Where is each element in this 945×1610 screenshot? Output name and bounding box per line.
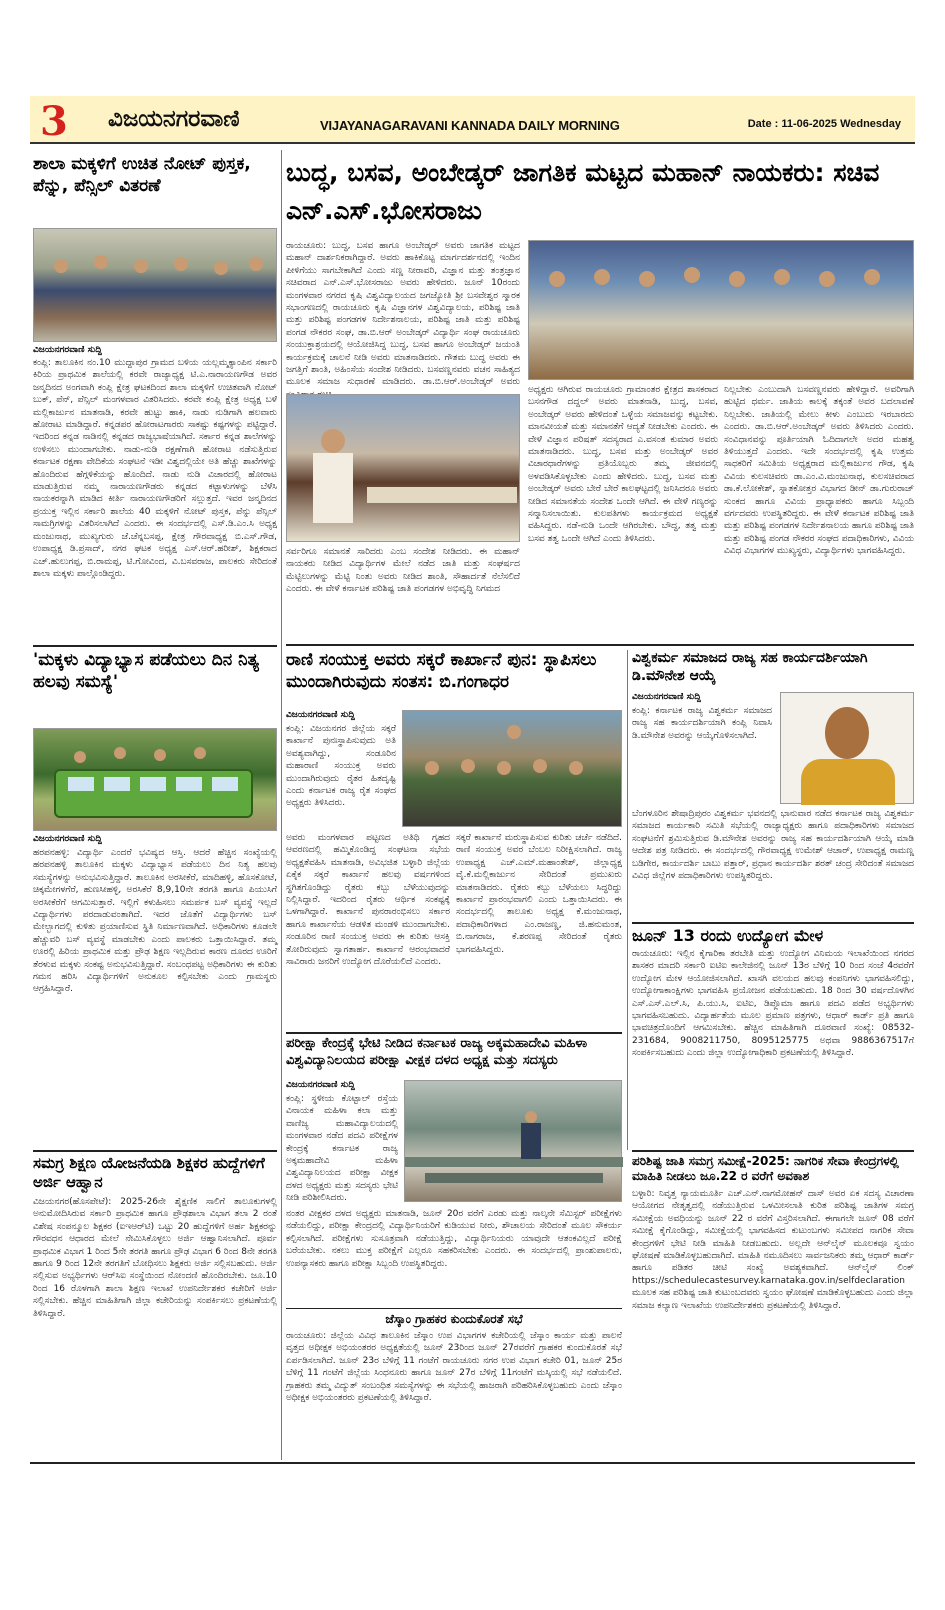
headline-buddha-basava: ಬುದ್ಧ, ಬಸವ, ಅಂಬೇಡ್ಕರ್ ಜಾಗತಿಕ ಮಟ್ಟದ ಮಹಾನ್ ನಾಯಕರು: ಸಚಿವ ಎನ್.ಎಸ್.ಭೋಸರಾಜು <box>286 158 880 225</box>
body-samagra-shikshana: ವಿಜಯನಗರ(ಹೊಸಪೇಟೆ): 2025-26ನೇ ಶೈಕ್ಷಣಿಕ ಸಾಲಿಗೆ ತಾಲೂಕುಗಳಲ್ಲಿ ಅನುಮೋದಿಸಿರುವ ಸರ್ಕಾರಿ ಪ್ರಾಥಮಿಕ ಹಾಗೂ ಪ್ರೌಢಶಾಲಾ ವಿಭಾಗ ತಲಾ 2 ರಂತೆ ವಿಶೇಷ ಸಂಪನ್ಮೂಲ ಶಿಕ್ಷಕರ (ಐಇಆರ್‌ಟಿ) ಒಟ್ಟು 20 ಹುದ್ದೆಗಳಿಗೆ ಅರ್ಹ ಶಿಕ್ಷಕರನ್ನು ಗೌರವಧನ ಆಧಾರದ ಮೇಲೆ ನೇಮಿಸಿಕೊಳ್ಳಲು ಅರ್ಜಿ ಆಹ್ವಾನಿಸಲಾಗಿದೆ. ಪೂರ್ವ ಪ್ರಾಥಮಿಕ ವಿಭಾಗ 1 ರಿಂದ 5ನೇ ತರಗತಿ ಹಾಗೂ ಪ್ರೌಢ ವಿಭಾಗ 6 ರಿಂದ 8ನೇ ತರಗತಿ ಹಾಗೂ 9 ರಿಂದ 12ನೇ ತರಗತಿಗೆ ಬೋಧಿಸಲು ಶಿಕ್ಷಕರು ಅರ್ಜಿ ಸಲ್ಲಿಸಬಹುದು. ಅರ್ಜಿ ಸಲ್ಲಿಸುವ ಅಭ್ಯರ್ಥಿಗಳು ಆರ್‌ಸಿಐ ಸಂಸ್ಥೆಯಿಂದ ನೋಂದಣಿ ಹೊಂದಿರಬೇಕು. ಜೂ.10 ರಿಂದ 16 ರೊಳಗಾಗಿ ಶಾಲಾ ಶಿಕ್ಷಣ ಇಲಾಖೆ ಉಪನಿರ್ದೇಶಕರ ಕಚೇರಿಗೆ ಅರ್ಜಿ ಸಲ್ಲಿಸಬೇಕು. ಹೆಚ್ಚಿನ ಮಾಹಿತಿಗಾಗಿ ಜಿಲ್ಲಾ ಕಚೇರಿಯನ್ನು ಸಂಪರ್ಕಿಸಲು ಪ್ರಕಟಣೆಯಲ್ಲಿ ತಿಳಿಸಿದ್ದಾರೆ. <box>33 1197 277 1319</box>
headline-samagra-shikshana: ಸಮಗ್ರ ಶಿಕ್ಷಣ ಯೋಜನೆಯಡಿ ಶಿಕ್ಷಕರ ಹುದ್ದೆಗಳಿಗೆ ಅರ್ಜಿ ಆಹ್ವಾನ <box>33 1154 265 1192</box>
divider <box>632 922 914 924</box>
body-akkamahadevi: ನಂತರ ವೀಕ್ಷಕರ ದಳದ ಅಧ್ಯಕ್ಷರು ಮಾತನಾಡಿ, ಜೂನ್ 20ರ ವರೆಗೆ ಎರಡು ಮತ್ತು ನಾಲ್ಕನೇ ಸೆಮಿಸ್ಟರ್ ಪರೀಕ್ಷೆಗಳು ನಡೆಯಲಿದ್ದು, ಪರೀಕ್ಷಾ ಕೇಂದ್ರದಲ್ಲಿ ವಿದ್ಯಾರ್ಥಿನಿಯರಿಗೆ ಕುಡಿಯುವ ನೀರು, ಶೌಚಾಲಯ ಸೇರಿದಂತೆ ಮೂಲ ಸೌಕರ್ಯ ಕಲ್ಪಿಸಲಾಗಿದೆ. ಪರೀಕ್ಷೆಗಳು ಸುಸೂತ್ರವಾಗಿ ನಡೆಯುತ್ತಿದ್ದು, ವಿದ್ಯಾರ್ಥಿನಿಯರು ಯಾವುದೇ ಆತಂಕವಿಲ್ಲದೆ ಪರೀಕ್ಷೆ ಬರೆಯಬೇಕು. ನಕಲು ಮುಕ್ತ ಪರೀಕ್ಷೆಗೆ ಎಲ್ಲರೂ ಸಹಕರಿಸಬೇಕು ಎಂದರು. ಈ ಸಂದರ್ಭದಲ್ಲಿ ಪ್ರಾಂಶುಪಾಲರು, ಉಪನ್ಯಾಸಕರು ಹಾಗೂ ಪರೀಕ್ಷಾ ಸಿಬ್ಬಂದಿ ಉಪಸ್ಥಿತರಿದ್ದರು. <box>286 1209 622 1269</box>
headline-caste-survey: ಪರಿಶಿಷ್ಟ ಜಾತಿ ಸಮಗ್ರ ಸಮೀಕ್ಷೆ-2025: ನಾಗರಿಕ ಸೇವಾ ಕೇಂದ್ರಗಳಲ್ಲಿ ಮಾಹಿತಿ ನೀಡಲು ಜೂ.22 ರ ವರೆಗೆ ಅವಕಾಶ <box>632 1154 899 1184</box>
paper-name-english: VIJAYANAGARAVANI KANNADA DAILY MORNING <box>320 118 620 133</box>
body-sugar-factory-col2: ಸಕ್ಕರೆ ಕಾರ್ಖಾನೆ ಮರುಸ್ಥಾಪಿಸುವ ಕುರಿತು ಚರ್ಚೆ ನಡೆದಿದೆ. ರಾಣಿ ಸಂಯುಕ್ತ ಅವರ ಬೆಂಬಲ ನಿರೀಕ್ಷಿಸಲಾಗಿದೆ. ರಾಜ್ಯ ಉಪಾಧ್ಯಕ್ಷ ಎಚ್.ಎಮ್.ಮಹಾಂತೇಶ್, ಜಿಲ್ಲಾಧ್ಯಕ್ಷ ವೈ.ಕೆ.ಮಲ್ಲಿಕಾರ್ಜುನ ಸೇರಿದಂತೆ ಪ್ರಮುಖರು ಮಾತನಾಡಿದರು. ರೈತರು ಕಬ್ಬು ಬೆಳೆಯಲು ಸಿದ್ಧರಿದ್ದು ಕಾರ್ಖಾನೆ ಪ್ರಾರಂಭವಾಗಲಿ ಎಂದು ಒತ್ತಾಯಿಸಿದರು. ಈ ಸಂದರ್ಭದಲ್ಲಿ ತಾಲೂಕು ಅಧ್ಯಕ್ಷ ಕೆ.ಮಂಜುನಾಥ, ಪದಾಧಿಕಾರಿಗಳಾದ ಎಂ.ರಾಜಣ್ಣ, ಜಿ.ಹನುಮಂತ, ಬಿ.ನಾಗರಾಜ, ಕೆ.ಶರಣಪ್ಪ ಸೇರಿದಂತೆ ರೈತರು ಭಾಗವಹಿಸಿದ್ದರು. <box>456 833 622 955</box>
byline-children-education: ವಿಜಯನಗರವಾಣಿ ಸುದ್ದಿ <box>33 834 102 844</box>
photo-mounesh-portrait <box>780 692 914 804</box>
headline-job-fair: ಜೂನ್ 13 ರಂದು ಉದ್ಯೋಗ ಮೇಳ <box>632 926 824 945</box>
divider <box>33 1150 277 1152</box>
body-buddha-basava-col1: ರಾಯಚೂರು: ಬುದ್ಧ, ಬಸವ ಹಾಗೂ ಅಂಬೇಡ್ಕರ್ ಅವರು ಜಾಗತಿಕ ಮಟ್ಟದ ಮಹಾನ್ ದಾರ್ಶನಿಕರಾಗಿದ್ದಾರೆ. ಅವರು ಹಾಕಿಕೊಟ್ಟ ಮಾರ್ಗದರ್ಶನದಲ್ಲಿ ಇಂದಿನ ಪೀಳಿಗೆಯು ಸಾಗಬೇಕಾಗಿದೆ ಎಂದು ಸಣ್ಣ ನೀರಾವರಿ, ವಿಜ್ಞಾನ ಮತ್ತು ತಂತ್ರಜ್ಞಾನ ಸಚಿವರಾದ ಎನ್.ಎಸ್.ಭೋಸರಾಜು ಅವರು ಹೇಳಿದರು. ಜೂನ್ 10ರಂದು ಮಂಗಳವಾರ ನಗರದ ಕೃಷಿ ವಿಶ್ವವಿದ್ಯಾಲಯದ ಜಗಜ್ಯೋತಿ ಶ್ರೀ ಬಸವೇಶ್ವರ ಸ್ಮಾರಕ ಸಭಾಂಗಣದಲ್ಲಿ ರಾಯಚೂರು ಕೃಷಿ ವಿಜ್ಞಾನಗಳ ವಿಶ್ವವಿದ್ಯಾಲಯ, ಪರಿಶಿಷ್ಟ ಜಾತಿ ಮತ್ತು ಪರಿಶಿಷ್ಟ ಪಂಗಡಗಳ ನಿರ್ದೇಶನಾಲಯ, ಪರಿಶಿಷ್ಟ ಜಾತಿ ಮತ್ತು ಪರಿಶಿಷ್ಟ ಪಂಗಡ ನೌಕರರ ಸಂಘ, ಡಾ.ಬಿ.ಆರ್ ಅಂಬೇಡ್ಕರ್ ವಿದ್ಯಾರ್ಥಿ ಸಂಘ ರಾಯಚೂರು ಸಂಯುಕ್ತಾಶ್ರಯದಲ್ಲಿ ಆಯೋಜಿಸಿದ್ದ ಬುದ್ಧ, ಬಸವ ಹಾಗೂ ಅಂಬೇಡ್ಕರ್ ಜಯಂತಿ ಕಾರ್ಯಕ್ರಮಕ್ಕೆ ಚಾಲನೆ ನೀಡಿ ಅವರು ಮಾತನಾಡಿದರು. ಗೌತಮ ಬುದ್ಧ ಅವರು ಈ ಜಗತ್ತಿಗೆ ಶಾಂತಿ, ಅಹಿಂಸೆಯ ಸಂದೇಶ ನೀಡಿದರು. ಬಸವಣ್ಣನವರು ವಚನ ಸಾಹಿತ್ಯದ ಮೂಲಕ ಸಮಾಜ ಸುಧಾರಣೆ ಮಾಡಿದರು. ಡಾ.ಬಿ.ಆರ್.ಅಂಬೇಡ್ಕರ್ ಅವರು <box>286 241 520 388</box>
photo-exam-hall <box>404 1080 622 1202</box>
byline-sugar-factory: ವಿಜಯನಗರವಾಣಿ ಸುದ್ದಿ <box>286 710 355 720</box>
body-children-education: ಹರಪನಹಳ್ಳಿ: ವಿದ್ಯಾರ್ಥಿ ಎಂದರೆ ಭವಿಷ್ಯದ ಆಸ್ತಿ. ಆದರೆ ಹೆಚ್ಚಿನ ಸಂಖ್ಯೆಯಲ್ಲಿ ಹರಪನಹಳ್ಳಿ ತಾಲೂಕಿನ ಮಕ್ಕಳು ವಿದ್ಯಾಭ್ಯಾಸ ಪಡೆಯಲು ದಿನ ನಿತ್ಯ ಹಲವು ಸಮಸ್ಯೆಗಳನ್ನು ಅನುಭವಿಸುತ್ತಿದ್ದಾರೆ. ತಾಲೂಕಿನ ಅರಸೀಕೆರೆ, ಮಾದಿಹಳ್ಳಿ, ಹೊಸಕೋಟೆ, ಚಿಕ್ಕಮೇಗಳಗೆರೆ, ಹುಣಸೀಹಳ್ಳಿ, ಅರಸಿಕೆರೆ 8,9,10ನೇ ತರಗತಿ ಹಾಗೂ ಪಿಯುಸಿಗೆ ಅರಸೀಕೆರೆಗೆ ಆಗಮಿಸುತ್ತಾರೆ. ಇಲ್ಲಿಗೆ ಕಳುಹಿಸಲು ಸಮರ್ಪಕ ಬಸ್ ವ್ಯವಸ್ಥೆ ಇಲ್ಲದೆ ವಿದ್ಯಾರ್ಥಿಗಳು ಪರದಾಡುವಂತಾಗಿದೆ. ಇದರ ಜೊತೆಗೆ ವಿದ್ಯಾರ್ಥಿಗಳು ಬಸ್ ಮೇಲ್ಭಾಗದಲ್ಲಿ ಕುಳಿತು ಪ್ರಯಾಣಿಸುವ ಸ್ಥಿತಿ ನಿರ್ಮಾಣವಾಗಿದೆ. ಅಧಿಕಾರಿಗಳು ಕೂಡಲೇ ಹೆಚ್ಚುವರಿ ಬಸ್ ವ್ಯವಸ್ಥೆ ಮಾಡಬೇಕು ಎಂದು ಪಾಲಕರು ಒತ್ತಾಯಿಸಿದ್ದಾರೆ. ತಮ್ಮ ಊರಲ್ಲಿ ಹಿರಿಯ ಪ್ರಾಥಮಿಕ ಮತ್ತು ಪ್ರೌಢ ಶಿಕ್ಷಣ ಇಲ್ಲದಿರುವ ಕಾರಣ ದೂರದ ಊರಿಗೆ ತೆರಳುವ ಮಕ್ಕಳು ಸಂಕಷ್ಟ ಅನುಭವಿಸುತ್ತಿದ್ದಾರೆ. ಸಂಬಂಧಪಟ್ಟ ಅಧಿಕಾರಿಗಳು ಈ ಕುರಿತು ಗಮನ ಹರಿಸಿ ವಿದ್ಯಾರ್ಥಿಗಳಿಗೆ ಅನುಕೂಲ ಕಲ್ಪಿಸಬೇಕು ಎಂದು ಗ್ರಾಮಸ್ಥರು ಆಗ್ರಹಿಸಿದ್ದಾರೆ. <box>33 848 277 995</box>
body-job-fair: ರಾಯಚೂರು: ಇಲ್ಲಿನ ಕೈಗಾರಿಕಾ ತರಬೇತಿ ಮತ್ತು ಉದ್ಯೋಗ ವಿನಿಮಯ ಇಲಾಖೆಯಿಂದ ನಗರದ ಶಾಸಕರ ಮಾದರಿ ಸರ್ಕಾರಿ ಐಟಿಐ ಕಾಲೇಜಿನಲ್ಲಿ ಜೂನ್ 13ರ ಬೆಳಿಗ್ಗೆ 10 ರಿಂದ ಸಂಜೆ 4ರವರೆಗೆ ಉದ್ಯೋಗ ಮೇಳ ಆಯೋಜಿಸಲಾಗಿದೆ. ಖಾಸಗಿ ವಲಯದ ಹಲವು ಕಂಪನಿಗಳು ಭಾಗವಹಿಸಲಿದ್ದು, ಉದ್ಯೋಗಾಕಾಂಕ್ಷಿಗಳು ಭಾಗವಹಿಸಿ ಪ್ರಯೋಜನ ಪಡೆಯಬಹುದು. 18 ರಿಂದ 30 ವರ್ಷದೊಳಗಿನ ಎಸ್.ಎಸ್.ಎಲ್.ಸಿ, ಪಿ.ಯು.ಸಿ, ಐಟಿಐ, ಡಿಪ್ಲೊಮಾ ಹಾಗೂ ಪದವಿ ಪಡೆದ ಅಭ್ಯರ್ಥಿಗಳು ಭಾಗವಹಿಸಬಹುದು. ವಿದ್ಯಾರ್ಹತೆಯ ಮೂಲ ಪ್ರಮಾಣ ಪತ್ರಗಳು, ಆಧಾರ್ ಕಾರ್ಡ್ ಪ್ರತಿ ಹಾಗೂ ಭಾವಚಿತ್ರದೊಂದಿಗೆ ಆಗಮಿಸಬೇಕು. ಹೆಚ್ಚಿನ ಮಾಹಿತಿಗಾಗಿ ದೂರವಾಣಿ ಸಂಖ್ಯೆ: 08532-231684, 9008211750, 8095125775 ಅಥವಾ 9886367517ಗೆ ಸಂಪರ್ಕಿಸಬಹುದು ಎಂದು ಜಿಲ್ಲಾ ಉದ್ಯೋಗಾಧಿಕಾರಿ ಪ್ರಕಟಣೆಯಲ್ಲಿ ತಿಳಿಸಿದ್ದಾರೆ. <box>632 949 914 1059</box>
body-akkamahadevi-intro: ಕಂಪ್ಲಿ: ಸ್ಥಳೀಯ ಕೊಟ್ಟಾಲ್ ರಸ್ತೆಯ ವಿನಾಯಕ ಮಹಿಳಾ ಕಲಾ ಮತ್ತು ವಾಣಿಜ್ಯ ಮಹಾವಿದ್ಯಾಲಯದಲ್ಲಿ ಮಂಗಳವಾರ ನಡೆದ ಪದವಿ ಪರೀಕ್ಷೆಗಳ ಕೇಂದ್ರಕ್ಕೆ ಕರ್ನಾಟಕ ರಾಜ್ಯ ಅಕ್ಕಮಹಾದೇವಿ ಮಹಿಳಾ ವಿಶ್ವವಿದ್ಯಾನಿಲಯದ ಪರೀಕ್ಷಾ ವೀಕ್ಷಕ ದಳದ ಅಧ್ಯಕ್ಷರು ಮತ್ತು ಸದಸ್ಯರು ಭೇಟಿ ನೀಡಿ ಪರಿಶೀಲಿಸಿದರು. <box>286 1094 398 1204</box>
column-rule-left <box>281 150 282 1460</box>
divider <box>33 645 277 647</box>
byline-school-notebooks: ವಿಜಯನಗರವಾಣಿ ಸುದ್ದಿ <box>33 345 102 355</box>
body-vishwakarma: ಬೆಂಗಳೂರಿನ ಶೇಷಾದ್ರಿಪುರಂ ವಿಶ್ವಕರ್ಮ ಭವನದಲ್ಲಿ ಭಾನುವಾರ ನಡೆದ ಕರ್ನಾಟಕ ರಾಜ್ಯ ವಿಶ್ವಕರ್ಮ ಸಮಾಜದ ಕಾರ್ಯಕಾರಿ ಸಮಿತಿ ಸಭೆಯಲ್ಲಿ ರಾಜ್ಯಾಧ್ಯಕ್ಷರು ಹಾಗೂ ಪದಾಧಿಕಾರಿಗಳು ಸಮಾಜದ ಸಂಘಟನೆಗೆ ಶ್ರಮಿಸುತ್ತಿರುವ ಡಿ.ಮೌನೇಶ ಅವರನ್ನು ರಾಜ್ಯ ಸಹ ಕಾರ್ಯದರ್ಶಿಯಾಗಿ ಆಯ್ಕೆ ಮಾಡಿ ಆದೇಶ ಪತ್ರ ನೀಡಿದರು. ಈ ಸಂದರ್ಭದಲ್ಲಿ ಗೌರವಾಧ್ಯಕ್ಷ ಉಮೇಶ್ ಆಚಾರ್, ಉಪಾಧ್ಯಕ್ಷ ರಾಮಣ್ಣ ಬಡಿಗೇರ, ಕಾರ್ಯದರ್ಶಿ ಬಾಬು ಪತ್ತಾರ್, ಪ್ರಧಾನ ಕಾರ್ಯದರ್ಶಿ ಶರತ್ ಚಂದ್ರ ಸೇರಿದಂತೆ ಸಮಾಜದ ವಿವಿಧ ಜಿಲ್ಲೆಗಳ ಪದಾಧಿಕಾರಿಗಳು ಉಪಸ್ಥಿತರಿದ್ದರು. <box>632 809 914 882</box>
body-buddha-basava-col2: ಸರ್ವರಿಗೂ ಸಮಾನತೆ ಸಾರಿದರು ಎಂಬ ಸಂದೇಶ ನೀಡಿದರು. ಈ ಮಹಾನ್ ನಾಯಕರು ನೀಡಿದ ವಿದ್ಯಾರ್ಥಿಗಳ ಮೇಲೆ ನಡೆದ ಜಾತಿ ಮತ್ತು ಸಂಘರ್ಷದ ಮೆಟ್ಟಿಲುಗಳನ್ನು ಮೆಟ್ಟಿ ನಿಂತು ಅವರು ನೀಡಿದ ಶಾಂತಿ, ಸೌಹಾರ್ದತೆ ನೆಲೆಸಲಿದೆ ಎಂದರು. ಈ ವೇಳೆ ಕರ್ನಾಟಕ ಪರಿಶಿಷ್ಟ ಜಾತಿ ಪಂಗಡಗಳ ಅಭಿವೃದ್ಧಿ ನಿಗಮದ <box>286 547 520 595</box>
footer-rule <box>30 1462 915 1464</box>
body-caste-survey: ಬಳ್ಳಾರಿ: ನಿವೃತ್ತ ನ್ಯಾಯಮೂರ್ತಿ ಎಚ್.ಎನ್.ನಾಗಮೋಹನ್ ದಾಸ್ ಅವರ ಏಕ ಸದಸ್ಯ ವಿಚಾರಣಾ ಆಯೋಗದ ನೇತೃತ್ವದಲ್ಲಿ ನಡೆಯುತ್ತಿರುವ ಒಳಮೀಸಲಾತಿ ಕುರಿತ ಪರಿಶಿಷ್ಟ ಜಾತಿಗಳ ಸಮಗ್ರ ಸಮೀಕ್ಷೆಯ ಅವಧಿಯನ್ನು ಜೂನ್ 22 ರ ವರೆಗೆ ವಿಸ್ತರಿಸಲಾಗಿದೆ. ಈಗಾಗಲೇ ಜೂನ್ 08 ವರೆಗೆ ಸಮೀಕ್ಷೆ ಕೈಗೊಂಡಿದ್ದು, ಸಮೀಕ್ಷೆಯಲ್ಲಿ ಭಾಗವಹಿಸದ ಕುಟುಂಬಗಳು ಸಮೀಪದ ನಾಗರಿಕ ಸೇವಾ ಕೇಂದ್ರಗಳಿಗೆ ಭೇಟಿ ನೀಡಿ ಮಾಹಿತಿ ನೀಡಬಹುದು. ಅಲ್ಲದೇ ಆನ್‌ಲೈನ್ ಮೂಲಕವೂ ಸ್ವಯಂ ಘೋಷಣೆ ಮಾಡಿಕೊಳ್ಳಬಹುದಾಗಿದೆ. ಮಾಹಿತಿ ನಮೂದಿಸಲು ಸಾರ್ವಜನಿಕರು ತಮ್ಮ ಆಧಾರ್ ಕಾರ್ಡ್ ಹಾಗೂ ಪಡಿತರ ಚೀಟಿ ಸಂಖ್ಯೆ ಅವಶ್ಯಕವಾಗಿದೆ. ಆನ್‌ಲೈನ್ ಲಿಂಕ್ https://schedulecastesurvey.karnataka.gov.in/selfdeclaration ಮೂಲಕ ಸಹ ಪರಿಶಿಷ್ಟ ಜಾತಿ ಕುಟುಂಬದವರು ಸ್ವಯಂ ಘೋಷಣೆ ಮಾಡಿಕೊಳ್ಳಬಹುದು ಎಂದು ಜಿಲ್ಲಾ ಸಮಾಜ ಕಲ್ಯಾಣ ಇಲಾಖೆಯ ಉಪನಿರ್ದೇಶಕರು ಪ್ರಕಟಣೆಯಲ್ಲಿ ತಿಳಿಸಿದ್ದಾರೆ. <box>632 1189 914 1311</box>
headline-children-education: 'ಮಕ್ಕಳು ವಿದ್ಯಾಭ್ಯಾಸ ಪಡೆಯಲು ದಿನ ನಿತ್ಯ ಹಲವು ಸಮಸ್ಯೆ' <box>33 650 259 692</box>
byline-vishwakarma: ವಿಜಯನಗರವಾಣಿ ಸುದ್ದಿ <box>632 692 701 702</box>
paper-name-kannada: ವಿಜಯನಗರವಾಣಿ <box>108 106 240 132</box>
byline-akkamahadevi: ವಿಜಯನಗರವಾಣಿ ಸುದ್ದಿ <box>286 1080 355 1090</box>
photo-dignitaries-stage <box>528 240 914 380</box>
body-sugar-factory-intro: ಕಂಪ್ಲಿ: ವಿಜಯನಗರ ಜಿಲ್ಲೆಯ ಸಕ್ಕರೆ ಕಾರ್ಖಾನೆ ಪುನಃಸ್ಥಾಪಿಸುವುದು ಅತಿ ಅವಶ್ಯವಾಗಿದ್ದು, ಸಂಡೂರಿನ ಮಹಾರಾಣಿ ಸಂಯುಕ್ತ ಅವರು ಮುಂದಾಗಿರುವುದು ರೈತರ ಹಿತದೃಷ್ಟಿ ಎಂದು ಕರ್ನಾಟಕ ರಾಜ್ಯ ರೈತ ಸಂಘದ ಅಧ್ಯಕ್ಷರು ತಿಳಿಸಿದರು. <box>286 724 396 809</box>
headline-vishwakarma: ವಿಶ್ವಕರ್ಮ ಸಮಾಜದ ರಾಜ್ಯ ಸಹ ಕಾರ್ಯದರ್ಶಿಯಾಗಿ ಡಿ.ಮೌನೇಶ ಆಯ್ಕೆ <box>632 650 868 684</box>
photo-school-children <box>33 228 277 342</box>
photo-farmers-meeting <box>402 710 622 827</box>
body-buddha-basava-col3: ಅಧ್ಯಕ್ಷರು ಆಗಿರುವ ರಾಯಚೂರು ಗ್ರಾಮಾಂತರ ಕ್ಷೇತ್ರದ ಶಾಸಕರಾದ ಬಸನಗೌಡ ದದ್ದಲ್ ಅವರು ಮಾತನಾಡಿ, ಬುದ್ಧ, ಬಸವ, ಅಂಬೇಡ್ಕರ್ ಅವರು ಹೇಳಿದಂತೆ ಒಳ್ಳೆಯ ಸಮಾಜವನ್ನು ಕಟ್ಟಬೇಕು. ಮಾನವೀಯತೆ ಮತ್ತು ಸಮಾನತೆಗೆ ಆದ್ಯತೆ ನೀಡಬೇಕು ಎಂದರು. ಈ ವೇಳೆ ವಿಜ್ಞಾನ ಪರಿಷತ್ ಸದಸ್ಯರಾದ ಎ.ವಸಂತ ಕುಮಾರ ಅವರು ಮಾತನಾಡಿದರು. ಬುದ್ಧ, ಬಸವ ಮತ್ತು ಅಂಬೇಡ್ಕರ್ ಅವರ ವಿಚಾರಧಾರೆಗಳನ್ನು ಪ್ರತಿಯೊಬ್ಬರು ತಮ್ಮ ಜೀವನದಲ್ಲಿ ಅಳವಡಿಸಿಕೊಳ್ಳಬೇಕು ಎಂದು ಹೇಳಿದರು. ಬುದ್ಧ, ಬಸವ ಮತ್ತು ಅಂಬೇಡ್ಕರ್ ಅವರು ಬೇರೆ ಬೇರೆ ಕಾಲಘಟ್ಟದಲ್ಲಿ ಜನಿಸಿದರೂ ಅವರು ನೀಡಿದ ಸಮಾನತೆಯ ಸಂದೇಶ ಒಂದೇ ಆಗಿದೆ. ಈ ವೇಳೆ ಗಣ್ಯರನ್ನು ಸನ್ಮಾನಿಸಲಾಯಿತು. ಕುಲಪತಿಗಳು ಕಾರ್ಯಕ್ರಮದ ಅಧ್ಯಕ್ಷತೆ ವಹಿಸಿದ್ದರು. ನಡೆ-ನುಡಿ ಒಂದೇ ಆಗಿರಬೇಕು. ಬೌದ್ಧ, ತತ್ವ ಮತ್ತು ಬಸವ ತತ್ವ ಒಂದೇ ಆಗಿದೆ ಎಂದು ತಿಳಿಸಿದರು. <box>528 385 718 544</box>
headline-school-notebooks: ಶಾಲಾ ಮಕ್ಕಳಿಗೆ ಉಚಿತ ನೋಟ್ ಪುಸ್ತಕ, ಪೆನ್ನು, ಪೆನ್ಸಿಲ್ ವಿತರಣೆ <box>33 154 251 196</box>
body-escom: ರಾಯಚೂರು: ಜಿಲ್ಲೆಯ ವಿವಿಧ ತಾಲೂಕಿನ ಜೆಸ್ಕಾಂ ಉಪ ವಿಭಾಗಗಳ ಕಚೇರಿಯಲ್ಲಿ ಜೆಸ್ಕಾಂ ಕಾರ್ಯ ಮತ್ತು ಪಾಲನೆ ವೃತ್ತದ ಅಧೀಕ್ಷಕ ಅಭಿಯಂತರರ ಅಧ್ಯಕ್ಷತೆಯಲ್ಲಿ ಜೂನ್ 23ರಿಂದ ಜೂನ್ 27ರವರೆಗೆ ಗ್ರಾಹಕರ ಕುಂದುಕೊರತೆ ಸಭೆ ಏರ್ಪಡಿಸಲಾಗಿದೆ. ಜೂನ್ 23ರ ಬೆಳಿಗ್ಗೆ 11 ಗಂಟೆಗೆ ರಾಯಚೂರು ನಗರ ಉಪ ವಿಭಾಗ ಕಚೇರಿ 01, ಜೂನ್ 25ರ ಬೆಳಿಗ್ಗೆ 11 ಗಂಟೆಗೆ ಜಿಲ್ಲೆಯ ಸಿಂಧನೂರು ಹಾಗೂ ಜೂನ್ 27ರ ಬೆಳಿಗ್ಗೆ 11ಗಂಟೆಗೆ ಮಸ್ಕಿಯಲ್ಲಿ ಸಭೆ ನಡೆಯಲಿದೆ. ಗ್ರಾಹಕರು ತಮ್ಮ ವಿದ್ಯುತ್ ಸಂಬಂಧಿತ ಸಮಸ್ಯೆಗಳನ್ನು ಈ ಸಭೆಯಲ್ಲಿ ಹಾಜರಾಗಿ ಪರಿಹರಿಸಿಕೊಳ್ಳಬಹುದು ಎಂದು ಜೆಸ್ಕಾಂ ಅಧೀಕ್ಷಕ ಅಭಿಯಂತರರು ಪ್ರಕಟಣೆಯಲ್ಲಿ ತಿಳಿಸಿದ್ದಾರೆ. <box>286 1331 622 1404</box>
photo-minister-speaking <box>286 394 520 542</box>
headline-sugar-factory: ರಾಣಿ ಸಂಯುಕ್ತ ಅವರು ಸಕ್ಕರೆ ಕಾರ್ಖಾನೆ ಪುನ: ಸ್ಥಾಪಿಸಲು ಮುಂದಾಗಿರುವುದು ಸಂತಸ: ಬಿ.ಗಂಗಾಧರ <box>286 650 597 692</box>
divider <box>632 1150 914 1152</box>
headline-akkamahadevi: ಪರೀಕ್ಷಾ ಕೇಂದ್ರಕ್ಕೆ ಭೇಟಿ ನೀಡಿದ ಕರ್ನಾಟಕ ರಾಜ್ಯ ಅಕ್ಕಮಹಾದೇವಿ ಮಹಿಳಾ ವಿಶ್ವವಿದ್ಯಾನಿಲಯದ ಪರೀಕ್ಷಾ ವೀಕ್ಷಕ ದಳದ ಅಧ್ಯಕ್ಷ ಮತ್ತು ಸದಸ್ಯರು <box>286 1036 588 1068</box>
divider <box>286 1308 622 1309</box>
masthead <box>30 96 915 144</box>
headline-escom: ಜೆಸ್ಕಾಂ ಗ್ರಾಹಕರ ಕುಂದುಕೊರತೆ ಸಭೆ <box>385 1312 523 1326</box>
divider <box>286 1032 622 1034</box>
page-number: 3 <box>40 98 68 145</box>
body-sugar-factory-col1: ಅವರು ಮಂಗಳವಾರ ಪಟ್ಟಣದ ಅತಿಥಿ ಗೃಹದ ಆವರಣದಲ್ಲಿ ಹಮ್ಮಿಕೊಂಡಿದ್ದ ಸಂಘಟನಾ ಸಭೆಯ ಅಧ್ಯಕ್ಷತೆವಹಿಸಿ ಮಾತನಾಡಿ, ಅವಿಭಜಿತ ಬಳ್ಳಾರಿ ಜಿಲ್ಲೆಯ ಏಕೈಕ ಸಕ್ಕರೆ ಕಾರ್ಖಾನೆ ಹಲವು ವರ್ಷಗಳಿಂದ ಸ್ಥಗಿತಗೊಂಡಿದ್ದು ರೈತರು ಕಬ್ಬು ಬೆಳೆಯುವುದನ್ನು ನಿಲ್ಲಿಸಿದ್ದಾರೆ. ಇದರಿಂದ ರೈತರು ಆರ್ಥಿಕ ಸಂಕಷ್ಟಕ್ಕೆ ಒಳಗಾಗಿದ್ದಾರೆ. ಕಾರ್ಖಾನೆ ಪುನರಾರಂಭಿಸಲು ಸರ್ಕಾರ ಹಾಗೂ ಕಾರ್ಖಾನೆಯ ಆಡಳಿತ ಮಂಡಳಿ ಮುಂದಾಗಬೇಕು. ಸಂಡೂರಿನ ರಾಣಿ ಸಂಯುಕ್ತ ಅವರು ಈ ಕುರಿತು ಆಸಕ್ತಿ ತೋರಿರುವುದು ಸ್ವಾಗತಾರ್ಹ. ಕಾರ್ಖಾನೆ ಆರಂಭವಾದರೆ ಸಾವಿರಾರು ಜನರಿಗೆ ಉದ್ಯೋಗ ದೊರೆಯಲಿದೆ ಎಂದರು. <box>286 833 450 968</box>
column-rule-right <box>627 650 628 1150</box>
edition-date: Date : 11-06-2025 Wednesday <box>747 118 901 130</box>
divider <box>286 644 914 646</box>
body-vishwakarma-intro: ಕಂಪ್ಲಿ: ಕರ್ನಾಟಕ ರಾಜ್ಯ ವಿಶ್ವಕರ್ಮ ಸಮಾಜದ ರಾಜ್ಯ ಸಹ ಕಾರ್ಯದರ್ಶಿಯಾಗಿ ಕಂಪ್ಲಿ ನಿವಾಸಿ ಡಿ.ಮೌನೇಶ ಅವರನ್ನು ಆಯ್ಕೆಗೊಳಿಸಲಾಗಿದೆ. <box>632 706 772 741</box>
body-buddha-basava-col4: ನಿಲ್ಲಬೇಕು ಎಂಬುದಾಗಿ ಬಸವಣ್ಣನವರು ಹೇಳಿದ್ದಾರೆ. ಅವರಿಗಾಗಿ ಹುಟ್ಟಿದ ಧರ್ಮ. ಜಾತಿಯ ಕಾಲಕ್ಕೆ ತಕ್ಕಂತೆ ಅವರ ಬದಲಾವಣೆ ನಿಲ್ಲಬೇಕು. ಜಾತಿಯಲ್ಲಿ ಮೇಲು ಕೀಳು ಎಂಬುದು ಇರಬಾರದು ಎಂದರು. ಡಾ.ಬಿ.ಆರ್.ಅಂಬೇಡ್ಕರ್ ಅವರು ತಿಳಿಸಿದರು ಎಂದರು. ಸಂವಿಧಾನವನ್ನು ಪೂರ್ತಿಯಾಗಿ ಓದಿದಾಗಲೇ ಅದರ ಮಹತ್ವ ತಿಳಿಯುತ್ತದೆ ಎಂದರು. ಇದೇ ಸಂದರ್ಭದಲ್ಲಿ ಕೃಷಿ ಉತ್ತಮ ಸಾಧಕರಿಗೆ ಸಮಿತಿಯ ಅಧ್ಯಕ್ಷರಾದ ಮಲ್ಲಿಕಾರ್ಜುನ ಗೌಡ, ಕೃಷಿ ವಿವಿಯ ಕುಲಸಚಿವರು ಡಾ.ಎಂ.ವಿ.ಮಂಜುನಾಥ, ಕುಲಸಚಿವರಾದ ಡಾ.ಕೆ.ಲೋಕೇಶ್, ಸ್ನಾತಕೋತ್ತರ ವಿಭಾಗದ ಡೀನ್ ಡಾ.ಗುರುರಾಜ್ ಸುಂಕದ ಹಾಗೂ ವಿವಿಯ ಪ್ರಾಧ್ಯಾಪಕರು ಹಾಗೂ ಸಿಬ್ಬಂದಿ ವರ್ಗದವರು ಉಪಸ್ಥಿತರಿದ್ದರು. ಈ ವೇಳೆ ಕರ್ನಾಟಕ ಪರಿಶಿಷ್ಟ ಜಾತಿ ಮತ್ತು ಪರಿಶಿಷ್ಟ ಪಂಗಡಗಳ ನಿರ್ದೇಶನಾಲಯ ಹಾಗೂ ಪರಿಶಿಷ್ಟ ಜಾತಿ ಮತ್ತು ಪರಿಶಿಷ್ಟ ಪಂಗಡ ನೌಕರರ ಸಂಘದ ಪದಾಧಿಕಾರಿಗಳು, ವಿವಿಯ ವಿವಿಧ ವಿಭಾಗಗಳ ಮುಖ್ಯಸ್ಥರು, ವಿದ್ಯಾರ್ಥಿಗಳು ಭಾಗವಹಿಸಿದ್ದರು. <box>724 385 914 557</box>
photo-bus-students <box>33 728 277 831</box>
body-school-notebooks: ಕಂಪ್ಲಿ: ತಾಲೂಕಿನ ನಂ.10 ಮುದ್ದಾಪುರ ಗ್ರಾಮದ ಬಳಿಯ ಯಲ್ಲಮ್ಮಕ್ಯಾಂಪಿನ ಸರ್ಕಾರಿ ಕಿರಿಯ ಪ್ರಾಥಮಿಕ ಶಾಲೆಯಲ್ಲಿ ಕರವೇ ರಾಜ್ಯಾಧ್ಯಕ್ಷ ಟಿ.ಎ.ನಾರಾಯಣಗೌಡ ಅವರ ಜನ್ಮದಿನದ ಅಂಗವಾಗಿ ಕಂಪ್ಲಿ ಕ್ಷೇತ್ರ ಘಟಕದಿಂದ ಶಾಲಾ ಮಕ್ಕಳಿಗೆ ಉಚಿತವಾಗಿ ನೋಟ್ ಬುಕ್, ಪೆನ್, ಪೆನ್ಸಿಲ್ ಮಂಗಳವಾರ ವಿತರಿಸಿದರು. ಕರವೇ ಕಂಪ್ಲಿ ಕ್ಷೇತ್ರ ಅಧ್ಯಕ್ಷ ಬಳೆ ಮಲ್ಲಿಕಾರ್ಜುನ ಮಾತನಾಡಿ, ಕರವೇ ಹುಟ್ಟು ಹಾಕಿ, ನಾಡು ನುಡಿಗಾಗಿ ಹಲವಾರು ಹೋರಾಟ ಮಾಡಿದ್ದಾರೆ. ಕನ್ನಡಪರ ಹೋರಾಟಗಾರರು ಸಾಕಷ್ಟು ಕಷ್ಟಗಳನ್ನು ಪಟ್ಟಿದ್ದಾರೆ. ಇದರಿಂದ ಕನ್ನಡ ನಾಡಿನಲ್ಲಿ ಕನ್ನಡದ ರಾಜ್ಯಭಾಷೆಯಾಗಿದೆ. ಸರ್ಕಾರ ಕನ್ನಡ ಶಾಲೆಗಳನ್ನು ಉಳಿಸಲು ಮುಂದಾಗಬೇಕು. ನಾಡು-ನುಡಿ ರಕ್ಷಣೆಗಾಗಿ ಹೋರಾಟ ನಡೆಸುತ್ತಿರುವ ಕರ್ನಾಟಕ ರಕ್ಷಣಾ ವೇದಿಕೆಯ ಸಂಘಟನೆ ಇಡೀ ವಿಶ್ವದಲ್ಲಿಯೇ ಅತಿ ಹೆಚ್ಚು ಶಾಖೆಗಳನ್ನು ಹೊಂದಿರುವ ಹೆಗ್ಗಳಿಕೆಯನ್ನು ಹೊಂದಿದೆ. ನಾಡು ನುಡಿ ವಿಚಾರದಲ್ಲಿ ಹೋರಾಟ ಮಾಡುತ್ತಿರುವ ನಮ್ಮ ನಾರಾಯಣಗೌಡರು ಕನ್ನಡದ ಕಟ್ಟಾಳುಗಳನ್ನು ಬೆಳೆಸಿ ನಾಯಕರನ್ನಾಗಿ ಮಾಡಿದ ಕೀರ್ತಿ ನಾರಾಯಣಗೌಡರಿಗೆ ಸಲ್ಲುತ್ತದೆ. ಇವರ ಜನ್ಮದಿನದ ಪ್ರಯುಕ್ತ ಇಲ್ಲಿನ ಸರ್ಕಾರಿ ಶಾಲೆಯ 40 ಮಕ್ಕಳಿಗೆ ನೋಟ್ ಪುಸ್ತಕ, ಪೆನ್ನು ಪೆನ್ಸಿಲ್ ಸಾಮಗ್ರಿಗಳನ್ನು ವಿತರಿಸಲಾಗಿದೆ ಎಂದರು. ಈ ಸಂದರ್ಭದಲ್ಲಿ ಎಸ್.ಡಿ.ಎಂ.ಸಿ ಅಧ್ಯಕ್ಷ ಮಂಜುನಾಥ, ಮುಖ್ಯಗುರು ಜೆ.ಚೆನ್ನಬಸಪ್ಪ, ಕ್ಷೇತ್ರ ಗೌರವಾಧ್ಯಕ್ಷ ಬಿ.ಎಸ್.ಗೌಡ, ಉಪಾಧ್ಯಕ್ಷ ಡಿ.ಪ್ರಸಾದ್, ನಗರ ಘಟಕ ಅಧ್ಯಕ್ಷ ಎಸ್.ಆರ್.ಹರೀಶ್, ಶಿಕ್ಷಕರಾದ ಎಚ್.ಹುಲುಗಪ್ಪ, ಬಿ.ರಾಮಪ್ಪ, ಟಿ.ಗೋವಿಂದ, ವಿ.ಬಸವರಾಜ, ಪಾಲಕರು ಸೇರಿದಂತೆ ಶಾಲಾ ಮಕ್ಕಳು ಪಾಲ್ಗೊಂಡಿದ್ದರು. <box>33 358 277 579</box>
